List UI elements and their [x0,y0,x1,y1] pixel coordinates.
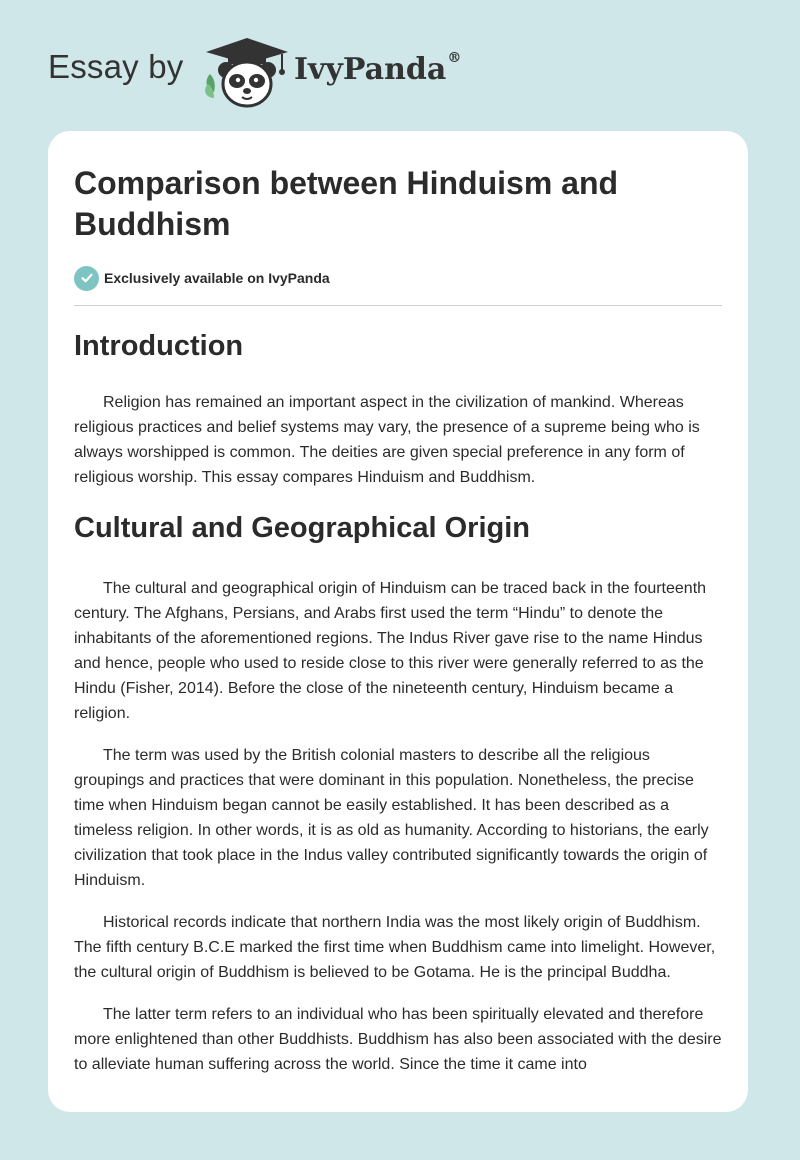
exclusive-text: Exclusively available on IvyPanda [104,270,330,286]
brand-prefix: Essay by [48,48,184,85]
brand-name: IvyPanda® [294,50,462,87]
site-header-brand[interactable] [48,34,508,110]
divider [74,305,722,306]
article-card [48,131,748,1112]
paragraph: The latter term refers to an individual who has been spiritually elevated and therefore more enlightened than other Buddhists. Buddhism has also been associated with the desire to alleviate human suffering across the world. Since the time it came into [74,1006,722,1073]
paragraph: The cultural and geographical origin of Hinduism can be traced back in the fourteenth century. The Afghans, Persians, and Arabs first used the term “Hindu” to denote the inhabitants of the aforementioned regions. The Indus River gave rise to the name Hindus and hence, people who used to reside close to this river were generally referred to as the Hindu (Fisher, 2014). Before the close of the nineteenth century, Hinduism became a religion. [74,580,707,722]
section-heading-introduction: Introduction [74,330,244,362]
section-heading-cultural-origin: Cultural and Geographical Origin [74,512,530,544]
paragraph: The term was used by the British colonial masters to describe all the religious groupings and practices that were dominant in this population. Nonetheless, the precise time when Hinduism began cannot be easily established. It has been described as a timeless religion. In other words, it is as old as humanity. According to historians, the early civilization that took place in the Indus valley contributed significantly towards the origin of Hinduism. [74,747,709,889]
article-content [74,163,722,1077]
check-circle-icon [74,266,99,291]
paragraph: Historical records indicate that northern India was the most likely origin of Buddhism. The fifth century B.C.E marked the first time when Buddhism came into limelight. However, the cultural origin of Buddhism is believed to be Gotama. He is the principal Buddha. [74,914,716,981]
exclusive-badge [74,265,722,291]
article-title: Comparison between Hinduism and Buddhism [74,165,619,242]
panda-graduate-logo-icon [202,34,292,110]
paragraph: Religion has remained an important aspect in the civilization of mankind. Whereas religious practices and belief systems may vary, the presence of a supreme being who is always worshipped is common. The deities are given special preference in any form of religious worship. This essay compares Hinduism and Buddhism. [74,394,700,486]
registered-mark: ® [447,50,462,66]
